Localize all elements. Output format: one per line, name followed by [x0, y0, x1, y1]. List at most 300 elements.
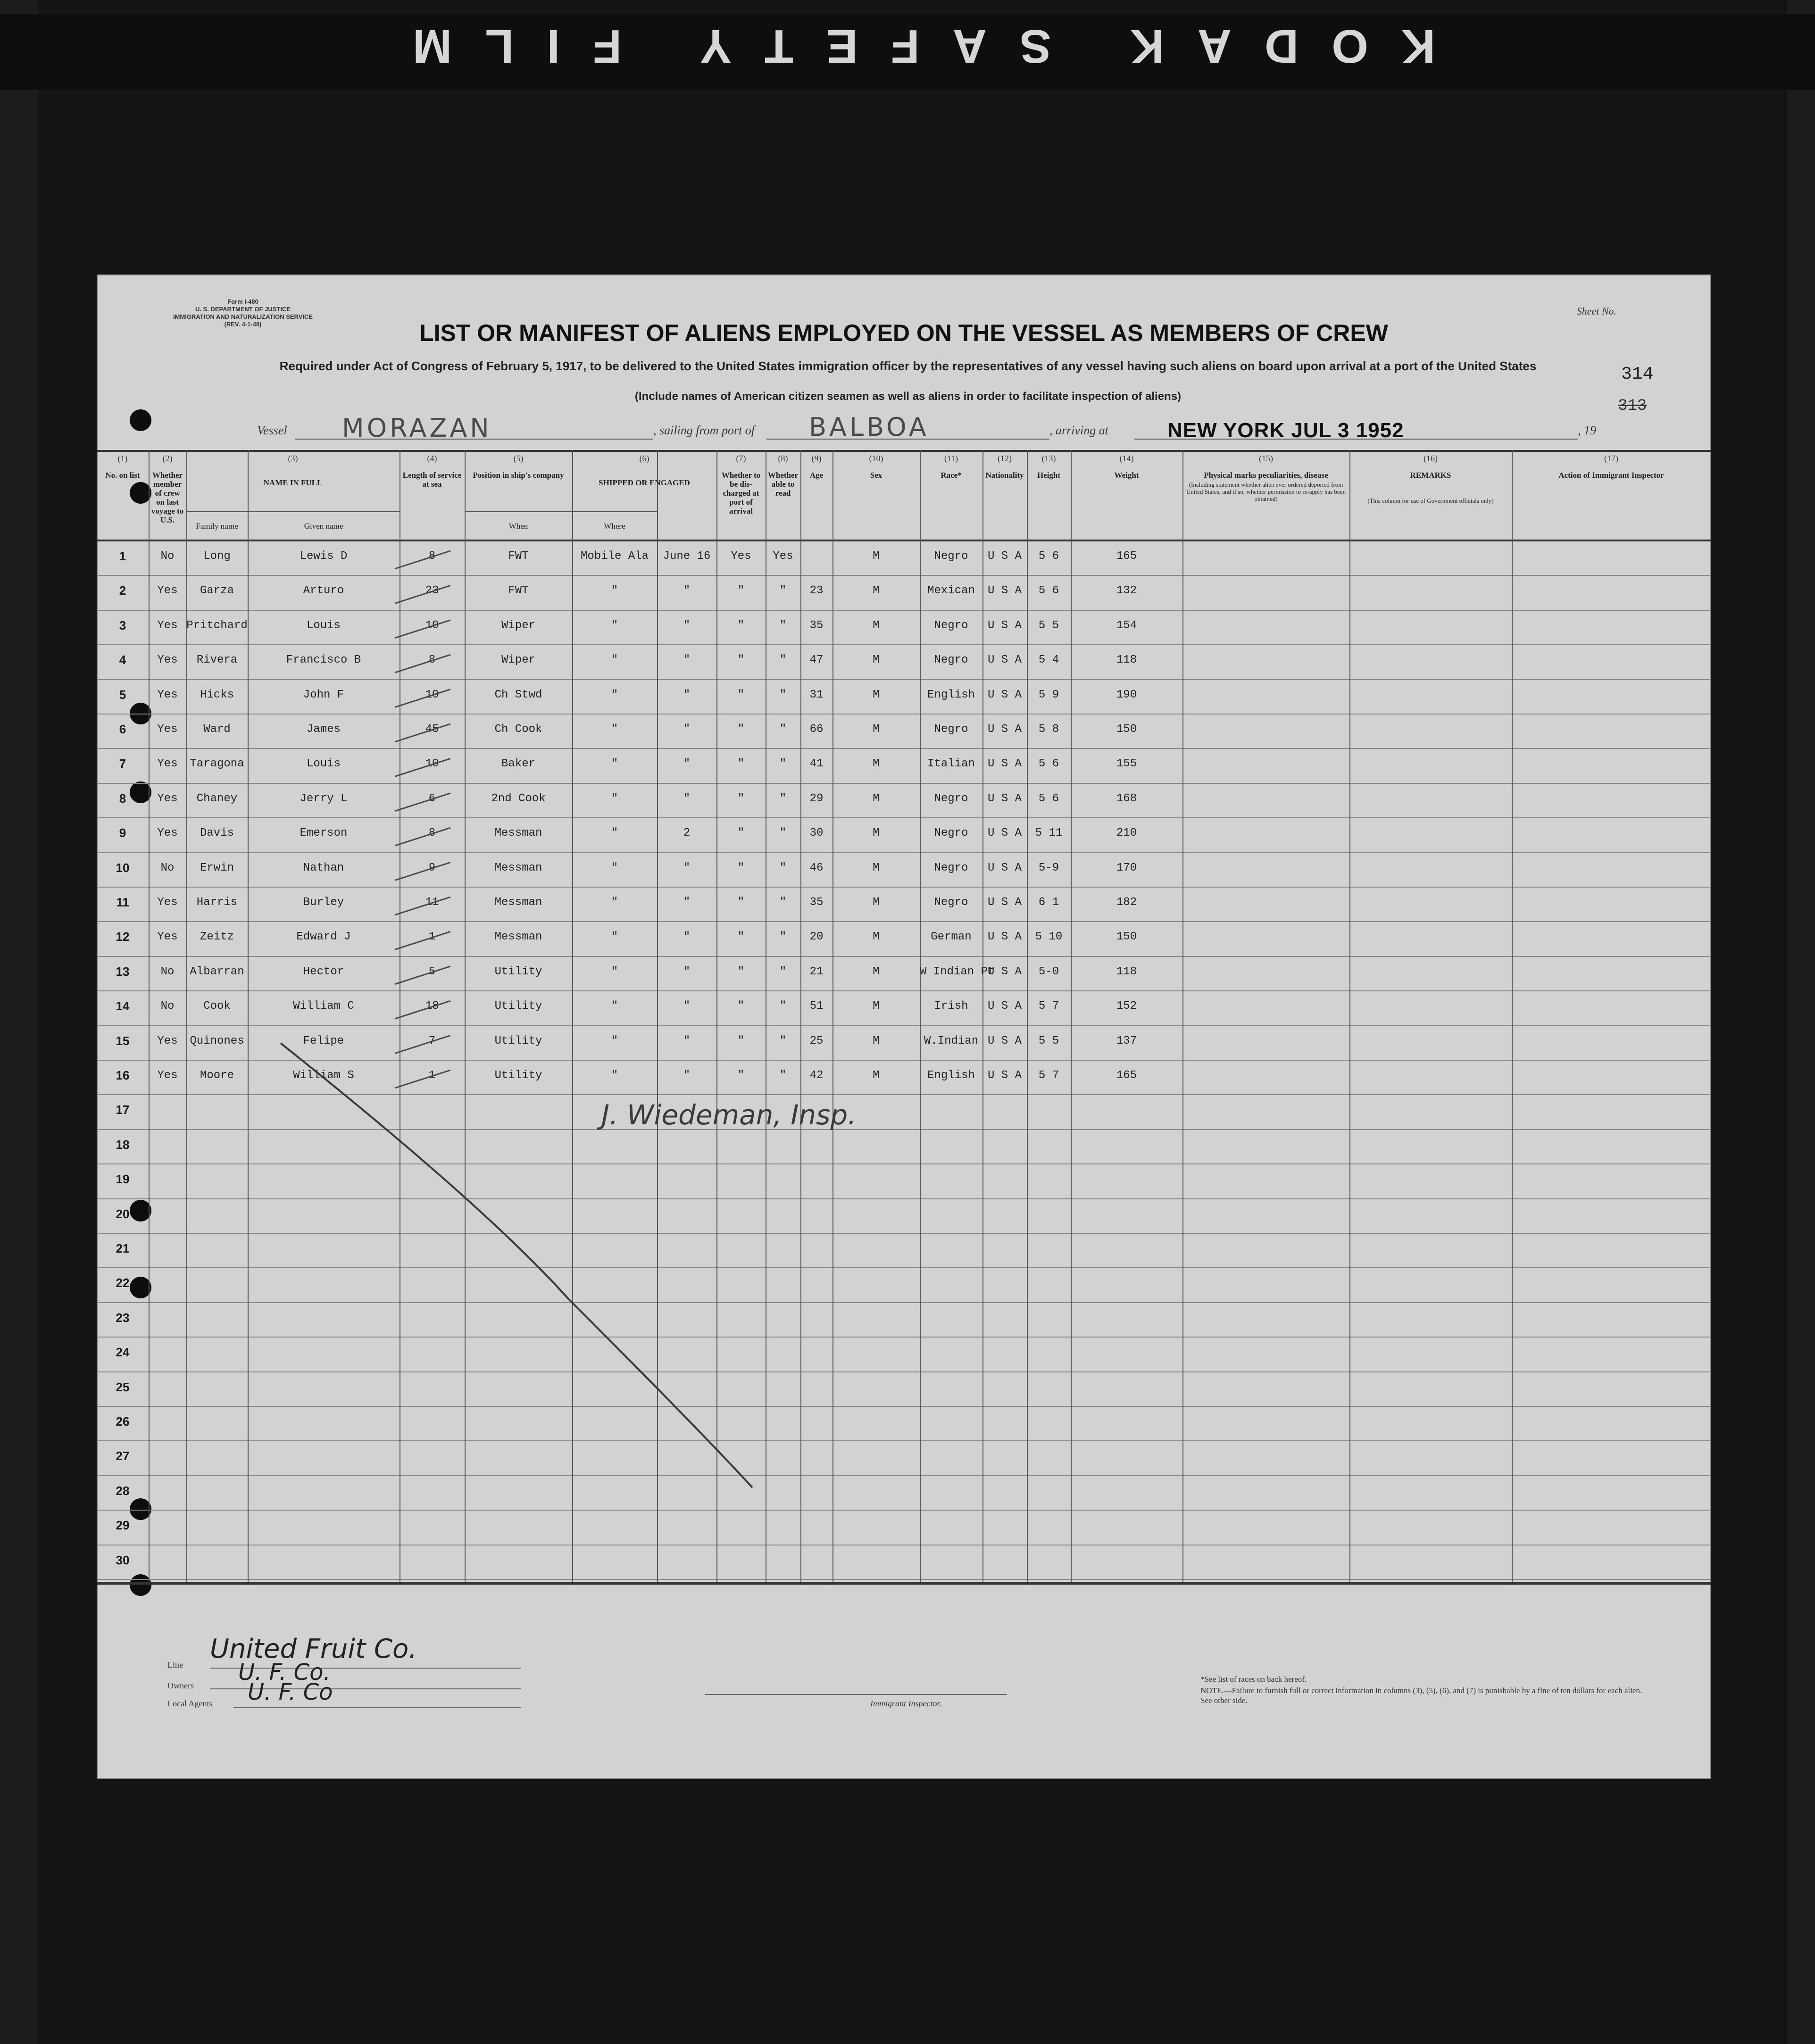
crew-service-cell: 5 — [428, 965, 436, 978]
column-heading: Length of service at sea — [402, 471, 462, 489]
crew-read-cell: " — [779, 931, 787, 944]
crew-height-cell: 5 6 — [1038, 792, 1059, 805]
row-number: 5 — [119, 687, 126, 702]
crew-height-cell: 5 10 — [1035, 931, 1063, 944]
crew-age-cell: 25 — [809, 1034, 824, 1047]
crew-when-cell: " — [611, 1069, 618, 1082]
crew-position-cell: Wiper — [501, 619, 535, 632]
owners-value: U. F. Co. — [238, 1659, 331, 1686]
row-number: 23 — [116, 1310, 130, 1325]
line-label: Line — [167, 1660, 183, 1670]
page-title: LIST OR MANIFEST OF ALIENS EMPLOYED ON THE VESSEL AS MEMBERS OF CREW — [419, 320, 1388, 346]
given-name-subhead: Given name — [304, 522, 343, 531]
manifest-sheet — [97, 274, 1711, 1779]
row-number: 9 — [119, 826, 126, 840]
crew-where-cell: " — [683, 654, 691, 667]
crew-age-cell: 29 — [809, 792, 824, 805]
crew-crew-cell: Yes — [157, 827, 178, 840]
crew-crew-cell: No — [160, 861, 175, 874]
crew-sex-cell: M — [873, 965, 880, 978]
crew-service-cell: 8 — [428, 550, 436, 563]
row-number: 29 — [116, 1518, 130, 1533]
crew-age-cell: 35 — [809, 619, 824, 632]
form-identifier: Form I-480 U. S. DEPARTMENT OF JUSTICE IMMIGRATION AND NATURALIZATION SERVICE (REV. 4-1-48) — [173, 298, 313, 328]
crew-given-cell: John F — [303, 688, 344, 701]
column-heading: Race* — [941, 471, 962, 480]
crew-family-cell: Erwin — [200, 861, 234, 874]
column-heading: Height — [1037, 471, 1061, 480]
crew-race-cell: Mexican — [927, 584, 975, 598]
row-number: 18 — [116, 1137, 130, 1152]
crew-position-cell: Ch Stwd — [494, 688, 542, 701]
form-footer — [97, 1628, 1711, 1779]
crew-given-cell: Louis — [306, 619, 341, 632]
crew-sex-cell: M — [873, 1069, 880, 1082]
crew-where-cell: 2 — [683, 827, 691, 840]
column-number: (15) — [1259, 454, 1273, 463]
row-number: 2 — [119, 583, 126, 598]
remarks-subhead: (Including statement whether alien ever ordered deported from United States, and if so, whether permission to re-apply has been obtained) — [1186, 481, 1346, 502]
crew-family-cell: Quinones — [190, 1034, 244, 1047]
column-number: (13) — [1041, 454, 1056, 463]
crew-read-cell: " — [779, 965, 787, 978]
crew-when-cell: " — [611, 1034, 618, 1047]
film-edge-print: KODAK SAFETY FILM — [379, 20, 1436, 73]
crew-sex-cell: M — [873, 654, 880, 667]
service-check-mark — [395, 690, 450, 707]
crew-weight-cell: 118 — [1116, 654, 1137, 667]
sheet-number-label: Sheet No. — [1576, 305, 1616, 317]
crew-age-cell: 66 — [809, 723, 824, 736]
crew-where-cell: " — [683, 584, 691, 598]
crew-height-cell: 5 7 — [1038, 1000, 1059, 1013]
crew-position-cell: Utility — [494, 1034, 542, 1047]
crew-age-cell: 46 — [809, 861, 824, 874]
when-subhead: When — [508, 522, 528, 531]
crew-race-cell: Negro — [934, 827, 968, 840]
crew-race-cell: Negro — [934, 619, 968, 632]
crew-nationality-cell: U S A — [987, 723, 1022, 736]
crew-race-cell: English — [927, 1069, 975, 1082]
column-number: (17) — [1604, 454, 1618, 463]
crew-nationality-cell: U S A — [987, 688, 1022, 701]
crew-family-cell: Harris — [196, 896, 238, 909]
crew-sex-cell: M — [873, 550, 880, 563]
crew-sex-cell: M — [873, 1000, 880, 1013]
crew-given-cell: Hector — [303, 965, 344, 978]
column-heading: Whether to be dis-charged at port of arrival — [721, 471, 761, 515]
crew-crew-cell: Yes — [157, 1034, 178, 1047]
crew-height-cell: 5 11 — [1035, 827, 1063, 840]
row-number: 22 — [116, 1276, 130, 1290]
crew-family-cell: Ward — [203, 723, 231, 736]
crew-sex-cell: M — [873, 688, 880, 701]
crew-when-cell: " — [611, 896, 618, 909]
crew-crew-cell: Yes — [157, 896, 178, 909]
crew-age-cell: 41 — [809, 757, 824, 771]
crew-weight-cell: 170 — [1116, 861, 1137, 874]
crew-sex-cell: M — [873, 723, 880, 736]
crew-service-cell: 7 — [428, 1034, 436, 1047]
crew-when-cell: " — [611, 688, 618, 701]
crew-service-cell: 10 — [425, 619, 439, 632]
crew-where-cell: " — [683, 1000, 691, 1013]
crew-service-cell: 23 — [425, 584, 439, 598]
page-number-struck: 313 — [1618, 397, 1647, 415]
service-check-mark — [395, 551, 450, 569]
crew-position-cell: Baker — [501, 757, 535, 771]
crew-crew-cell: No — [160, 550, 175, 563]
crew-weight-cell: 137 — [1116, 1034, 1137, 1047]
crew-family-cell: Davis — [200, 827, 234, 840]
crew-age-cell: 42 — [809, 1069, 824, 1082]
crew-when-cell: " — [611, 757, 618, 771]
row-number: 16 — [116, 1068, 130, 1082]
row-number: 4 — [119, 653, 126, 667]
column-heading: Position in ship's company — [473, 471, 564, 480]
crew-race-cell: Negro — [934, 723, 968, 736]
crew-height-cell: 5 6 — [1038, 550, 1059, 563]
crew-nationality-cell: U S A — [987, 1034, 1022, 1047]
form-subtitle-note: (Include names of American citizen seamen as well as aliens in order to facilitate inspection of aliens) — [634, 390, 1182, 403]
page-number: 314 — [1621, 364, 1654, 384]
crew-manifest-table — [97, 450, 1711, 1610]
crew-height-cell: 5 6 — [1038, 584, 1059, 598]
crew-crew-cell: Yes — [157, 654, 178, 667]
crew-read-cell: " — [779, 792, 787, 805]
crew-position-cell: Utility — [494, 965, 542, 978]
crew-age-cell: 51 — [809, 1000, 824, 1013]
crew-nationality-cell: U S A — [987, 792, 1022, 805]
crew-weight-cell: 150 — [1116, 723, 1137, 736]
crew-age-cell: 35 — [809, 896, 824, 909]
crew-read-cell: " — [779, 1000, 787, 1013]
row-number: 30 — [116, 1553, 130, 1567]
where-subhead: Where — [604, 522, 625, 531]
crew-position-cell: 2nd Cook — [491, 792, 546, 805]
year-label: , 19 — [1578, 424, 1596, 437]
column-number: (9) — [811, 454, 822, 463]
row-number: 14 — [116, 999, 130, 1014]
crew-nationality-cell: U S A — [987, 654, 1022, 667]
crew-discharged-cell: " — [737, 896, 745, 909]
races-note: *See list of races on back hereof. — [1200, 1675, 1307, 1684]
crew-family-cell: Garza — [200, 584, 234, 598]
row-number: 27 — [116, 1449, 130, 1463]
crew-service-cell: 8 — [428, 654, 436, 667]
crew-given-cell: Francisco B — [286, 654, 361, 667]
crew-height-cell: 5-9 — [1038, 861, 1059, 874]
crew-given-cell: Arturo — [303, 584, 344, 598]
crew-race-cell: Italian — [927, 757, 975, 771]
crew-when-cell: " — [611, 723, 618, 736]
crew-race-cell: Negro — [934, 550, 968, 563]
crew-sex-cell: M — [873, 584, 880, 598]
crew-age-cell: 31 — [809, 688, 824, 701]
service-check-mark — [395, 724, 450, 742]
crew-read-cell: " — [779, 827, 787, 840]
row-number: 28 — [116, 1483, 130, 1498]
column-heading: No. on list — [105, 471, 140, 480]
crew-family-cell: Rivera — [196, 654, 238, 667]
crew-weight-cell: 165 — [1116, 1069, 1137, 1082]
crew-race-cell: Negro — [934, 654, 968, 667]
row-number: 3 — [119, 618, 126, 632]
crew-race-cell: Negro — [934, 896, 968, 909]
crew-nationality-cell: U S A — [987, 861, 1022, 874]
crew-position-cell: Messman — [494, 896, 542, 909]
crew-given-cell: Felipe — [303, 1034, 344, 1047]
crew-nationality-cell: U S A — [987, 1000, 1022, 1013]
crew-height-cell: 5 7 — [1038, 1069, 1059, 1082]
crew-service-cell: 1 — [428, 1069, 436, 1082]
crew-weight-cell: 152 — [1116, 1000, 1137, 1013]
crew-discharged-cell: " — [737, 1034, 745, 1047]
crew-crew-cell: Yes — [157, 1069, 178, 1082]
crew-given-cell: William S — [293, 1069, 354, 1082]
row-number: 11 — [116, 895, 129, 909]
crew-weight-cell: 210 — [1116, 827, 1137, 840]
crew-service-cell: 10 — [425, 688, 439, 701]
column-heading: Whether able to read — [767, 471, 799, 498]
column-heading: NAME IN FULL — [263, 478, 323, 487]
crew-when-cell: Mobile Ala — [580, 550, 649, 563]
crew-height-cell: 5 8 — [1038, 723, 1059, 736]
crew-discharged-cell: " — [737, 827, 745, 840]
crew-where-cell: " — [683, 757, 691, 771]
crew-position-cell: Utility — [494, 1000, 542, 1013]
column-number: (2) — [162, 454, 173, 463]
crew-crew-cell: Yes — [157, 619, 178, 632]
crew-position-cell: FWT — [508, 584, 529, 598]
crew-family-cell: Taragona — [190, 757, 244, 771]
crew-race-cell: English — [927, 688, 975, 701]
crew-race-cell: German — [931, 931, 972, 944]
service-check-mark — [395, 1001, 450, 1019]
crew-read-cell: " — [779, 654, 787, 667]
inspector-label: Immigrant Inspector. — [870, 1699, 941, 1708]
crew-given-cell: Nathan — [303, 861, 344, 874]
crew-nationality-cell: U S A — [987, 965, 1022, 978]
crew-read-cell: " — [779, 723, 787, 736]
column-number: (12) — [998, 454, 1012, 463]
crew-discharged-cell: " — [737, 1069, 745, 1082]
crew-when-cell: " — [611, 965, 618, 978]
service-check-mark — [395, 1070, 450, 1088]
column-number: (4) — [427, 454, 437, 463]
crew-race-cell: W Indian Pt — [920, 965, 995, 978]
crew-race-cell: Negro — [934, 792, 968, 805]
row-number: 21 — [116, 1241, 130, 1255]
crew-height-cell: 5-0 — [1038, 965, 1059, 978]
column-heading: Whether member of crew on last voyage to U.S. — [151, 471, 184, 524]
crew-weight-cell: 132 — [1116, 584, 1137, 598]
crew-service-cell: 11 — [425, 896, 439, 909]
crew-sex-cell: M — [873, 792, 880, 805]
crew-nationality-cell: U S A — [987, 931, 1022, 944]
crew-when-cell: " — [611, 584, 618, 598]
row-number: 26 — [116, 1414, 130, 1429]
crew-nationality-cell: U S A — [987, 1069, 1022, 1082]
column-number: (16) — [1424, 454, 1438, 463]
crew-when-cell: " — [611, 1000, 618, 1013]
service-check-mark — [395, 897, 450, 915]
crew-race-cell: W.Indian — [924, 1034, 979, 1047]
column-number: (8) — [778, 454, 788, 463]
crew-read-cell: " — [779, 757, 787, 771]
crew-where-cell: " — [683, 965, 691, 978]
crew-service-cell: 18 — [425, 1000, 439, 1013]
crew-when-cell: " — [611, 931, 618, 944]
crew-height-cell: 5 9 — [1038, 688, 1059, 701]
crew-crew-cell: Yes — [157, 757, 178, 771]
row-number: 6 — [119, 722, 126, 736]
crew-position-cell: Wiper — [501, 654, 535, 667]
crew-family-cell: Moore — [200, 1069, 234, 1082]
service-check-mark — [395, 931, 450, 949]
column-number: (10) — [869, 454, 883, 463]
crew-given-cell: Emerson — [300, 827, 348, 840]
crew-when-cell: " — [611, 792, 618, 805]
port-name: BALBOA — [809, 412, 929, 442]
crew-discharged-cell: " — [737, 861, 745, 874]
row-number: 12 — [116, 930, 130, 944]
row-number: 25 — [116, 1379, 130, 1394]
crew-race-cell: Irish — [934, 1000, 968, 1013]
crew-service-cell: 1 — [428, 931, 436, 944]
column-heading: Sex — [870, 471, 883, 480]
service-check-mark — [395, 585, 450, 603]
handwritten-marks — [97, 450, 1711, 1610]
crew-nationality-cell: U S A — [987, 896, 1022, 909]
form-subtitle: Required under Act of Congress of February 5, 1917, to be delivered to the United States immigration officer by the representatives of any vessel having such aliens on board upon arrival at a port of the United States — [279, 359, 1537, 373]
crew-read-cell: " — [779, 861, 787, 874]
crew-family-cell: Albarran — [190, 965, 244, 978]
service-check-mark — [395, 828, 450, 846]
agents-value: U. F. Co — [248, 1679, 333, 1705]
row-number: 1 — [119, 549, 126, 563]
crew-crew-cell: No — [160, 1000, 175, 1013]
crew-discharged-cell: " — [737, 757, 745, 771]
agents-label: Local Agents — [167, 1699, 213, 1708]
crew-nationality-cell: U S A — [987, 827, 1022, 840]
crew-discharged-cell: " — [737, 654, 745, 667]
column-number: (11) — [944, 454, 958, 463]
crew-weight-cell: 182 — [1116, 896, 1137, 909]
crew-service-cell: 8 — [428, 827, 436, 840]
crew-sex-cell: M — [873, 931, 880, 944]
inspector-rule — [705, 1694, 1007, 1695]
line-value: United Fruit Co. — [210, 1634, 417, 1664]
crew-weight-cell: 150 — [1116, 931, 1137, 944]
family-name-subhead: Family name — [196, 522, 238, 531]
row-number: 17 — [116, 1103, 130, 1117]
crew-crew-cell: No — [160, 965, 175, 978]
row-number: 19 — [116, 1172, 130, 1187]
crew-given-cell: William C — [293, 1000, 354, 1013]
penalty-note: NOTE.—Failure to furnish full or correct information in columns (3), (5), (6), and (7) is punishable by a fine of ten dollars for each alien. See other side. — [1200, 1686, 1642, 1705]
crew-crew-cell: Yes — [157, 584, 178, 598]
crew-given-cell: Jerry L — [300, 792, 348, 805]
crew-age-cell: 30 — [809, 827, 824, 840]
service-check-mark — [395, 655, 450, 673]
crew-family-cell: Pritchard — [186, 619, 248, 632]
crew-given-cell: Burley — [303, 896, 344, 909]
crew-read-cell: " — [779, 1069, 787, 1082]
crew-discharged-cell: " — [737, 619, 745, 632]
column-heading: Weight — [1114, 471, 1139, 480]
crew-read-cell: " — [779, 896, 787, 909]
service-check-mark — [395, 863, 450, 881]
crew-sex-cell: M — [873, 896, 880, 909]
crew-when-cell: " — [611, 827, 618, 840]
crew-where-cell: " — [683, 1034, 691, 1047]
column-number: (1) — [117, 454, 128, 463]
crew-service-cell: 9 — [428, 861, 436, 874]
crew-family-cell: Cook — [203, 1000, 231, 1013]
crew-age-cell: 21 — [809, 965, 824, 978]
column-heading: SHIPPED OR ENGAGED — [599, 478, 690, 487]
crew-discharged-cell: " — [737, 965, 745, 978]
crew-family-cell: Long — [203, 550, 231, 563]
crew-crew-cell: Yes — [157, 688, 178, 701]
crew-position-cell: Messman — [494, 931, 542, 944]
crew-discharged-cell: Yes — [731, 550, 751, 563]
inspector-subhead: (This column for use of Government officials only) — [1367, 497, 1494, 504]
vessel-line — [97, 411, 1711, 443]
arriving-label: , arriving at — [1049, 424, 1108, 437]
crew-age-cell: 47 — [809, 654, 824, 667]
crew-position-cell: Utility — [494, 1069, 542, 1082]
crew-discharged-cell: " — [737, 931, 745, 944]
crew-read-cell: " — [779, 1034, 787, 1047]
inspector-signature: J. Wiedeman, Insp. — [601, 1099, 857, 1131]
crew-crew-cell: Yes — [157, 723, 178, 736]
crew-where-cell: " — [683, 723, 691, 736]
crew-weight-cell: 168 — [1116, 792, 1137, 805]
crew-weight-cell: 118 — [1116, 965, 1137, 978]
crew-crew-cell: Yes — [157, 792, 178, 805]
crew-sex-cell: M — [873, 619, 880, 632]
crew-when-cell: " — [611, 654, 618, 667]
column-heading: Action of Immigrant Inspector — [1558, 471, 1664, 480]
column-number: (6) — [639, 454, 649, 463]
crew-where-cell: " — [683, 619, 691, 632]
crew-weight-cell: 190 — [1116, 688, 1137, 701]
row-number: 24 — [116, 1345, 130, 1360]
column-number: (5) — [513, 454, 524, 463]
crew-discharged-cell: " — [737, 1000, 745, 1013]
crew-where-cell: " — [683, 1069, 691, 1082]
crew-when-cell: " — [611, 619, 618, 632]
agents-rule — [233, 1707, 521, 1708]
crew-nationality-cell: U S A — [987, 757, 1022, 771]
service-check-mark — [395, 620, 450, 638]
crew-when-cell: " — [611, 861, 618, 874]
service-check-mark — [395, 966, 450, 984]
crew-family-cell: Chaney — [196, 792, 238, 805]
crew-service-cell: 10 — [425, 757, 439, 771]
owners-label: Owners — [167, 1681, 194, 1690]
crew-sex-cell: M — [873, 757, 880, 771]
crew-where-cell: " — [683, 792, 691, 805]
column-heading: Age — [809, 471, 824, 480]
crew-position-cell: Messman — [494, 827, 542, 840]
crew-nationality-cell: U S A — [987, 619, 1022, 632]
vessel-name: MORAZAN — [342, 413, 492, 443]
crew-height-cell: 6 1 — [1038, 896, 1059, 909]
service-check-mark — [395, 793, 450, 811]
